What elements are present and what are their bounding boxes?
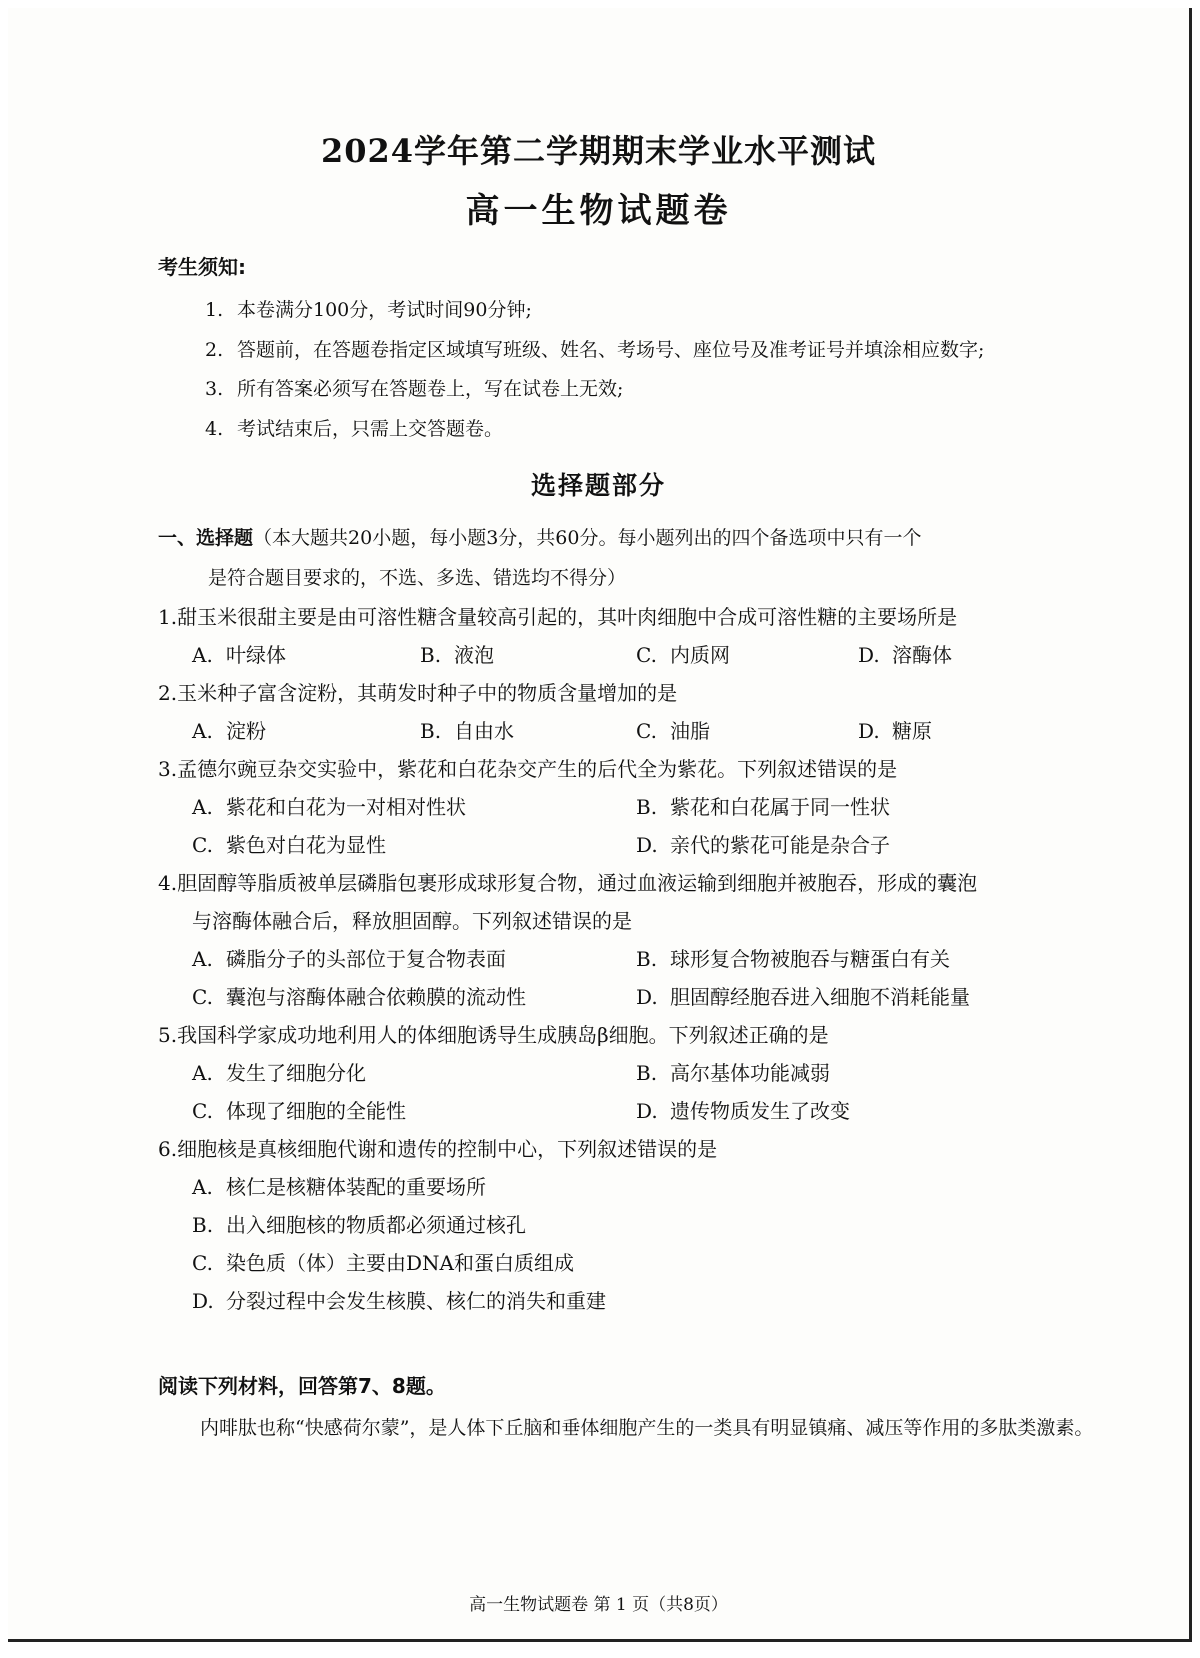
option-row: [158, 978, 1118, 1016]
option-key: C.: [192, 1251, 213, 1275]
option-text: 体现了细胞的全能性: [226, 1099, 406, 1123]
question-number: 2.: [158, 681, 178, 705]
question-stem-text: 我国科学家成功地利用人的体细胞诱导生成胰岛β细胞。下列叙述正确的是: [177, 1023, 829, 1047]
question-3: [158, 750, 1118, 864]
option-row: [158, 1054, 1118, 1092]
question-1: [158, 598, 1118, 674]
notice-heading: 考生须知:: [158, 255, 246, 279]
option-d: [636, 1092, 850, 1130]
exam-title: 2024学年第二学期期末学业水平测试: [320, 132, 877, 170]
option-c: [636, 636, 730, 674]
option-d: [858, 712, 932, 750]
question-stem: [158, 864, 1118, 902]
option-b: [636, 788, 890, 826]
question-6: [158, 1130, 1118, 1320]
option-b: [158, 1206, 1118, 1244]
option-text: 核仁是核糖体装配的重要场所: [226, 1175, 486, 1199]
section-title: 选择题部分: [530, 471, 666, 500]
question-2: [158, 674, 1118, 750]
question-stem: [158, 750, 1118, 788]
option-text: 溶酶体: [892, 643, 952, 667]
question-number: 6.: [158, 1137, 178, 1161]
option-text: 紫花和白花属于同一性状: [670, 795, 890, 819]
option-d: [158, 1282, 1118, 1320]
notice-item-text: 本卷满分100分，考试时间90分钟;: [237, 299, 532, 321]
option-key: A.: [192, 643, 213, 667]
question-stem-continued: 与溶酶体融合后，释放胆固醇。下列叙述错误的是: [192, 909, 632, 933]
option-d: [636, 826, 890, 864]
option-text: 磷脂分子的头部位于复合物表面: [226, 947, 506, 971]
option-key: A.: [192, 795, 213, 819]
option-text: 球形复合物被胞吞与糖蛋白有关: [670, 947, 950, 971]
question-stem: [158, 1016, 1118, 1054]
option-b: [636, 940, 950, 978]
option-key: B.: [420, 643, 442, 667]
option-key: B.: [636, 795, 658, 819]
option-key: A.: [192, 719, 213, 743]
question-stem-text: 细胞核是真核细胞代谢和遗传的控制中心，下列叙述错误的是: [177, 1137, 718, 1161]
option-key: D.: [636, 833, 658, 857]
notice-item: [205, 331, 984, 371]
part-label: 一、选择题: [158, 527, 254, 549]
option-key: D.: [858, 719, 880, 743]
option-key: A.: [192, 1175, 213, 1199]
option-row: [158, 636, 1118, 674]
page-footer: 高一生物试题卷 第 1 页（共8页）: [469, 1595, 728, 1615]
question-stem: [158, 598, 1118, 636]
question-5: [158, 1016, 1118, 1130]
option-c: [192, 826, 386, 864]
option-text: 胆固醇经胞吞进入细胞不消耗能量: [670, 985, 970, 1009]
option-key: D.: [858, 643, 880, 667]
option-key: D.: [192, 1289, 214, 1313]
option-text: 糖原: [892, 719, 932, 743]
option-a: [192, 788, 466, 826]
option-key: C.: [636, 719, 657, 743]
question-number: 5.: [158, 1023, 178, 1047]
exam-subtitle: 高一生物试题卷: [465, 191, 732, 231]
option-key: D.: [636, 985, 658, 1009]
reading-material: 内啡肽也称“快感荷尔蒙”，是人体下丘脑和垂体细胞产生的一类具有明显镇痛、减压等作用的多肽类激素。: [200, 1417, 1094, 1439]
question-stem-text: 玉米种子富含淀粉，其萌发时种子中的物质含量增加的是: [177, 681, 678, 705]
option-key: C.: [192, 985, 213, 1009]
notice-item-number: 1.: [205, 299, 224, 321]
option-text: 出入细胞核的物质都必须通过核孔: [226, 1213, 526, 1237]
part-desc-line2: 是符合题目要求的，不选、多选、错选均不得分）: [208, 567, 627, 589]
option-key: C.: [192, 833, 213, 857]
option-text: 发生了细胞分化: [226, 1061, 366, 1085]
option-text: 叶绿体: [226, 643, 286, 667]
option-a: [192, 940, 506, 978]
option-text: 高尔基体功能减弱: [670, 1061, 830, 1085]
question-stem-text: 胆固醇等脂质被单层磷脂包裹形成球形复合物，通过血液运输到细胞并被胞吞，形成的囊泡: [177, 871, 978, 895]
question-stem: [158, 1130, 1118, 1168]
option-a: [192, 712, 266, 750]
option-key: D.: [636, 1099, 658, 1123]
option-key: B.: [192, 1213, 214, 1237]
option-key: A.: [192, 1061, 213, 1085]
option-row: [158, 1092, 1118, 1130]
notice-item-text: 考试结束后，只需上交答题卷。: [237, 417, 504, 440]
option-b: [420, 712, 514, 750]
question-list: [158, 598, 1118, 1320]
option-row: [158, 940, 1118, 978]
question-number: 3.: [158, 757, 178, 781]
option-a: [158, 1168, 1118, 1206]
option-row: [158, 712, 1118, 750]
notice-item-number: 3.: [205, 378, 224, 400]
notice-item: [205, 291, 984, 331]
question-4: [158, 864, 1118, 1016]
option-text: 内质网: [670, 643, 730, 667]
option-text: 染色质（体）主要由DNA和蛋白质组成: [226, 1251, 574, 1275]
option-c: [636, 712, 710, 750]
part-instructions: [158, 518, 1108, 598]
option-text: 自由水: [454, 719, 514, 743]
question-stem-text: 孟德尔豌豆杂交实验中，紫花和白花杂交产生的后代全为紫花。下列叙述错误的是: [177, 757, 898, 781]
option-row: [158, 826, 1118, 864]
option-text: 囊泡与溶酶体融合依赖膜的流动性: [226, 985, 526, 1009]
notice-item-number: 2.: [205, 338, 224, 361]
question-number: 4.: [158, 871, 178, 895]
option-b: [636, 1054, 830, 1092]
notice-item-number: 4.: [205, 417, 224, 440]
option-c: [192, 1092, 406, 1130]
option-text: 液泡: [454, 643, 494, 667]
notice-item-text: 答题前，在答题卷指定区域填写班级、姓名、考场号、座位号及准考证号并填涂相应数字;: [237, 338, 985, 361]
option-d: [636, 978, 970, 1016]
exam-page: [8, 8, 1192, 1642]
option-text: 紫色对白花为显性: [226, 833, 386, 857]
option-key: B.: [420, 719, 442, 743]
question-number: 1.: [158, 605, 178, 629]
part-desc-line1: （本大题共20小题，每小题3分，共60分。每小题列出的四个备选项中只有一个: [253, 527, 922, 549]
option-key: A.: [192, 947, 213, 971]
option-text: 遗传物质发生了改变: [670, 1099, 850, 1123]
option-text: 分裂过程中会发生核膜、核仁的消失和重建: [226, 1289, 606, 1313]
notice-list: [205, 291, 984, 449]
notice-item-text: 所有答案必须写在答题卷上，写在试卷上无效;: [237, 378, 624, 400]
option-d: [858, 636, 952, 674]
option-key: B.: [636, 947, 658, 971]
option-text: 紫花和白花为一对相对性状: [226, 795, 466, 819]
option-key: B.: [636, 1061, 658, 1085]
option-key: C.: [192, 1099, 213, 1123]
notice-item: [205, 370, 984, 410]
question-stem-text: 甜玉米很甜主要是由可溶性糖含量较高引起的，其叶肉细胞中合成可溶性糖的主要场所是: [177, 605, 958, 629]
question-stem: [158, 674, 1118, 712]
option-b: [420, 636, 494, 674]
option-c: [192, 978, 526, 1016]
option-text: 淀粉: [226, 719, 266, 743]
option-text: 亲代的紫花可能是杂合子: [670, 833, 890, 857]
option-text: 油脂: [670, 719, 710, 743]
option-c: [158, 1244, 1118, 1282]
notice-item: [205, 410, 984, 450]
option-a: [192, 636, 286, 674]
option-row: [158, 788, 1118, 826]
reading-heading: 阅读下列材料，回答第7、8题。: [158, 1374, 446, 1398]
option-a: [192, 1054, 366, 1092]
option-key: C.: [636, 643, 657, 667]
